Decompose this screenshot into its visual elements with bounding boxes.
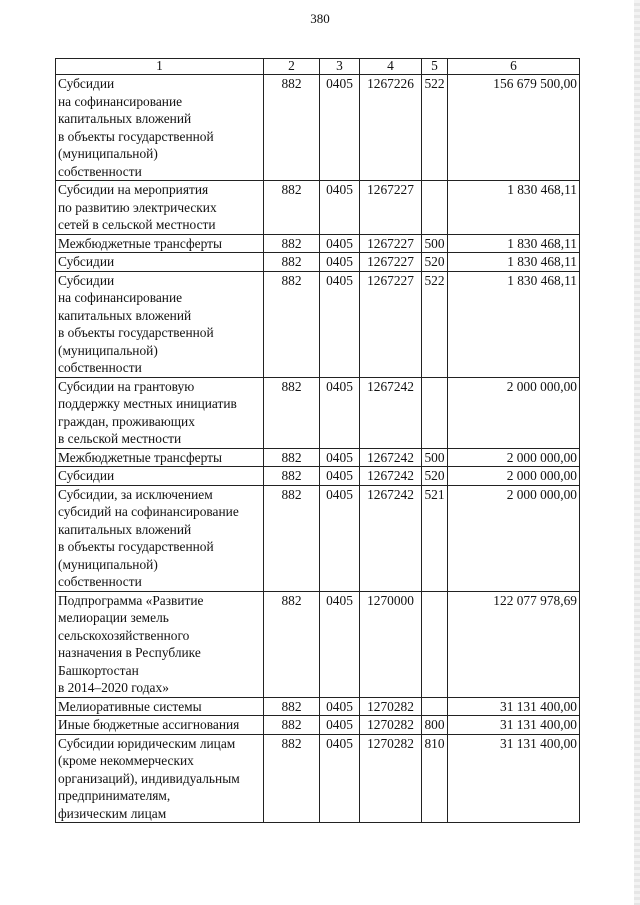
- item-name-line: физическим лицам: [58, 805, 167, 821]
- column-header: 2: [264, 59, 320, 75]
- ministry-code-cell: 882: [264, 485, 320, 591]
- item-name-cell: [56, 75, 264, 181]
- scan-edge: [634, 0, 640, 905]
- expense-type-cell: [422, 377, 448, 448]
- budget-table: [55, 58, 580, 823]
- item-name-cell: [56, 716, 264, 735]
- amount-cell: 122 077 978,69: [448, 591, 580, 697]
- target-article-cell: 1270282: [360, 734, 422, 823]
- item-name-line: в сельской местности: [58, 431, 182, 446]
- amount-cell: 2 000 000,00: [448, 485, 580, 591]
- target-article-cell: 1267242: [360, 467, 422, 486]
- item-name-cell: [56, 271, 264, 377]
- section-code-cell: 0405: [320, 181, 360, 235]
- item-name-line: по развитию электрических: [58, 199, 217, 215]
- expense-type-cell: 500: [422, 234, 448, 253]
- expense-type-cell: 520: [422, 467, 448, 486]
- section-code-cell: 0405: [320, 485, 360, 591]
- column-header: 4: [360, 59, 422, 75]
- target-article-cell: 1267227: [360, 271, 422, 377]
- table-row: [56, 253, 580, 272]
- expense-type-cell: 522: [422, 271, 448, 377]
- amount-cell: 1 830 468,11: [448, 253, 580, 272]
- column-header: 1: [56, 59, 264, 75]
- expense-type-cell: 800: [422, 716, 448, 735]
- item-name-line: на софинансирование: [58, 93, 183, 109]
- item-name-line: назначения в Республике: [58, 645, 201, 660]
- section-code-cell: 0405: [320, 716, 360, 735]
- amount-cell: 2 000 000,00: [448, 448, 580, 467]
- ministry-code-cell: 882: [264, 734, 320, 823]
- item-name-cell: [56, 234, 264, 253]
- item-name-line: собственности: [58, 163, 142, 179]
- item-name-cell: [56, 448, 264, 467]
- item-name-line: граждан, проживающих: [58, 413, 195, 429]
- amount-cell: 2 000 000,00: [448, 467, 580, 486]
- column-header: 5: [422, 59, 448, 75]
- item-name-cell: [56, 253, 264, 272]
- amount-cell: 31 131 400,00: [448, 734, 580, 823]
- table-row: [56, 448, 580, 467]
- item-name-line: (муниципальной): [58, 556, 158, 572]
- target-article-cell: 1267242: [360, 377, 422, 448]
- item-name-line: (муниципальной): [58, 146, 158, 161]
- item-name-cell: [56, 377, 264, 448]
- target-article-cell: 1270282: [360, 716, 422, 735]
- table-row: [56, 716, 580, 735]
- page-number: 380: [310, 11, 330, 26]
- item-name-line: капитальных вложений: [58, 307, 192, 323]
- item-name-cell: [56, 181, 264, 235]
- target-article-cell: 1267242: [360, 485, 422, 591]
- column-header: 6: [448, 59, 580, 75]
- ministry-code-cell: 882: [264, 377, 320, 448]
- ministry-code-cell: 882: [264, 716, 320, 735]
- item-name-line: на софинансирование: [58, 290, 183, 305]
- target-article-cell: 1270282: [360, 697, 422, 716]
- item-name-line: Иные бюджетные ассигнования: [58, 717, 240, 732]
- section-code-cell: 0405: [320, 734, 360, 823]
- table-header-row: [56, 59, 580, 75]
- target-article-cell: 1267227: [360, 253, 422, 272]
- ministry-code-cell: 882: [264, 467, 320, 486]
- item-name-line: Субсидии на грантовую: [58, 378, 195, 394]
- item-name-line: сельскохозяйственного: [58, 627, 190, 643]
- ministry-code-cell: 882: [264, 271, 320, 377]
- expense-type-cell: 500: [422, 448, 448, 467]
- item-name-line: сетей в сельской местности: [58, 217, 216, 232]
- item-name-line: Субсидии на мероприятия: [58, 182, 209, 197]
- item-name-line: (муниципальной): [58, 342, 158, 358]
- item-name-line: собственности: [58, 574, 142, 589]
- item-name-line: собственности: [58, 360, 142, 375]
- item-name-line: Субсидии: [58, 254, 115, 269]
- item-name-cell: [56, 591, 264, 697]
- expense-type-cell: 810: [422, 734, 448, 823]
- amount-cell: 1 830 468,11: [448, 181, 580, 235]
- item-name-cell: [56, 467, 264, 486]
- amount-cell: 31 131 400,00: [448, 716, 580, 735]
- item-name-cell: [56, 485, 264, 591]
- table-row: [56, 75, 580, 181]
- amount-cell: 31 131 400,00: [448, 697, 580, 716]
- amount-cell: 1 830 468,11: [448, 271, 580, 377]
- item-name-line: Башкортостан: [58, 662, 139, 678]
- item-name-cell: [56, 697, 264, 716]
- expense-type-cell: 520: [422, 253, 448, 272]
- item-name-line: капитальных вложений: [58, 111, 192, 126]
- item-name-line: организаций), индивидуальным: [58, 770, 240, 786]
- section-code-cell: 0405: [320, 75, 360, 181]
- amount-cell: 156 679 500,00: [448, 75, 580, 181]
- expense-type-cell: 521: [422, 485, 448, 591]
- item-name-line: в 2014–2020 годах»: [58, 680, 169, 695]
- section-code-cell: 0405: [320, 697, 360, 716]
- table-row: [56, 485, 580, 591]
- item-name-line: в объекты государственной: [58, 325, 214, 340]
- item-name-line: капитальных вложений: [58, 521, 192, 537]
- item-name-line: Мелиоративные системы: [58, 698, 202, 714]
- table-row: [56, 467, 580, 486]
- item-name-line: Межбюджетные трансферты: [58, 449, 222, 465]
- item-name-line: субсидий на софинансирование: [58, 504, 239, 519]
- target-article-cell: 1270000: [360, 591, 422, 697]
- item-name-line: в объекты государственной: [58, 539, 214, 554]
- ministry-code-cell: 882: [264, 591, 320, 697]
- item-name-line: (кроме некоммерческих: [58, 753, 194, 768]
- ministry-code-cell: 882: [264, 697, 320, 716]
- item-name-line: предпринимателям,: [58, 788, 171, 803]
- item-name-line: Межбюджетные трансферты: [58, 235, 222, 251]
- section-code-cell: 0405: [320, 253, 360, 272]
- ministry-code-cell: 882: [264, 75, 320, 181]
- item-name-line: поддержку местных инициатив: [58, 396, 237, 411]
- expense-type-cell: [422, 181, 448, 235]
- section-code-cell: 0405: [320, 271, 360, 377]
- table-row: [56, 271, 580, 377]
- table-row: [56, 181, 580, 235]
- ministry-code-cell: 882: [264, 253, 320, 272]
- table-row: [56, 697, 580, 716]
- amount-cell: 2 000 000,00: [448, 377, 580, 448]
- section-code-cell: 0405: [320, 467, 360, 486]
- ministry-code-cell: 882: [264, 234, 320, 253]
- item-name-line: Подпрограмма «Развитие: [58, 592, 204, 608]
- item-name-line: Субсидии: [58, 76, 115, 91]
- item-name-line: Субсидии юридическим лицам: [58, 735, 236, 751]
- table-row: [56, 234, 580, 253]
- item-name-line: Субсидии, за исключением: [58, 486, 213, 502]
- section-code-cell: 0405: [320, 234, 360, 253]
- target-article-cell: 1267242: [360, 448, 422, 467]
- expense-type-cell: 522: [422, 75, 448, 181]
- table-row: [56, 377, 580, 448]
- expense-type-cell: [422, 697, 448, 716]
- target-article-cell: 1267226: [360, 75, 422, 181]
- item-name-cell: [56, 734, 264, 823]
- table-row: [56, 734, 580, 823]
- section-code-cell: 0405: [320, 448, 360, 467]
- section-code-cell: 0405: [320, 377, 360, 448]
- expense-type-cell: [422, 591, 448, 697]
- item-name-line: мелиорации земель: [58, 610, 169, 625]
- target-article-cell: 1267227: [360, 234, 422, 253]
- target-article-cell: 1267227: [360, 181, 422, 235]
- amount-cell: 1 830 468,11: [448, 234, 580, 253]
- ministry-code-cell: 882: [264, 448, 320, 467]
- item-name-line: в объекты государственной: [58, 128, 214, 144]
- column-header: 3: [320, 59, 360, 75]
- item-name-line: Субсидии: [58, 468, 115, 483]
- table-row: [56, 591, 580, 697]
- item-name-line: Субсидии: [58, 272, 115, 288]
- ministry-code-cell: 882: [264, 181, 320, 235]
- section-code-cell: 0405: [320, 591, 360, 697]
